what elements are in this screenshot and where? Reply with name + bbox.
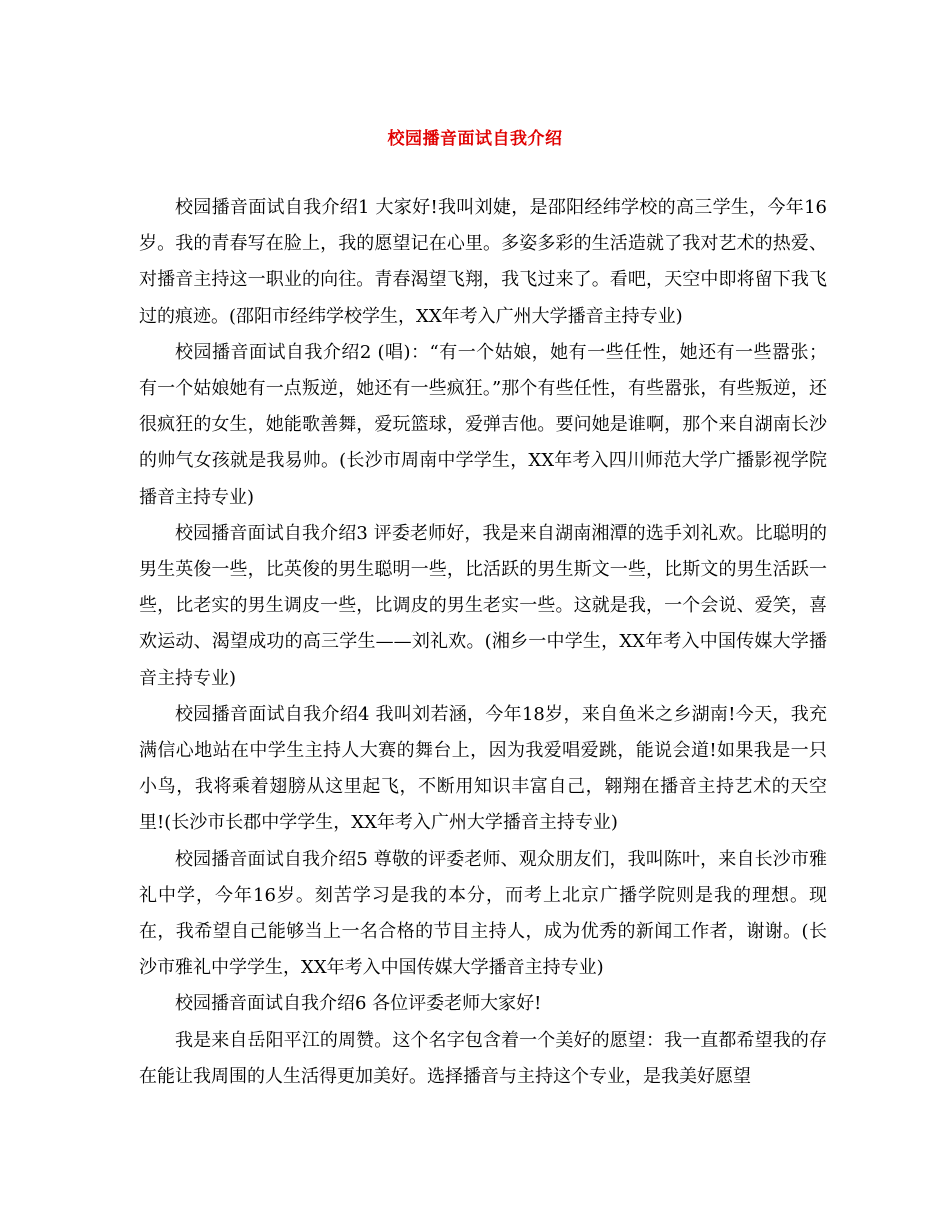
paragraph-intro-6-body: 我是来自岳阳平江的周赞。这个名字包含着一个美好的愿望：我一直都希望我的存在能让我周围的人生活得更加美好。选择播音与主持这个专业，是我美好愿望 <box>139 1029 827 1087</box>
paragraph-intro-4: 校园播音面试自我介绍4 我叫刘若涵，今年18岁，来自鱼米之乡湖南!今天，我充满信心地站在中学生主持人大赛的舞台上，因为我爱唱爱跳，能说会道!如果我是一只小鸟，我将乘着翅膀从这里起飞，不断用知识丰富自己，翱翔在播音主持艺术的天空里!(长沙市长郡中学学生，XX年考入广州大学播音主持专业) <box>139 703 827 834</box>
document-title: 校园播音面试自我介绍 <box>387 129 563 149</box>
paragraph-intro-1: 校园播音面试自我介绍1 大家好!我叫刘婕，是邵阳经纬学校的高三学生，今年16岁。我的青春写在脸上，我的愿望记在心里。多姿多彩的生活造就了我对艺术的热爱、对播音主持这一职业的向往。青春渴望飞翔，我飞过来了。看吧，天空中即将留下我飞过的痕迹。(邵阳市经纬学校学生，XX年考入广州大学播音主持专业) <box>139 197 827 327</box>
paragraph-intro-3: 校园播音面试自我介绍3 评委老师好，我是来自湖南湘潭的选手刘礼欢。比聪明的男生英俊一些，比英俊的男生聪明一些，比活跃的男生斯文一些，比斯文的男生活跃一些，比老实的男生调皮一些，比调皮的男生老实一些。这就是我，一个会说、爱笑，喜欢运动、渴望成功的高三学生——刘礼欢。(湘乡一中学生，XX年考入中国传媒大学播音主持专业) <box>139 522 827 689</box>
paragraph-intro-2: 校园播音面试自我介绍2 (唱)：“有一个姑娘，她有一些任性，她还有一些嚣张；有一个姑娘她有一点叛逆，她还有一些疯狂。”那个有些任性，有些嚣张，有些叛逆，还很疯狂的女生，她能歌善舞，爱玩篮球，爱弹吉他。要问她是谁啊，那个来自湖南长沙的帅气女孩就是我易帅。(长沙市周南中学学生，XX年考入四川师范大学广播影视学院播音主持专业) <box>139 341 827 508</box>
document-body <box>139 190 827 1095</box>
paragraph-intro-5: 校园播音面试自我介绍5 尊敬的评委老师、观众朋友们，我叫陈叶，来自长沙市雅礼中学，今年16岁。刻苦学习是我的本分，而考上北京广播学院则是我的理想。现在，我希望自己能够当上一名合格的节目主持人，成为优秀的新闻工作者，谢谢。(长沙市雅礼中学学生，XX年考入中国传媒大学播音主持专业) <box>139 848 827 979</box>
paragraph-intro-6-heading: 校园播音面试自我介绍6 各位评委老师大家好! <box>175 993 542 1015</box>
